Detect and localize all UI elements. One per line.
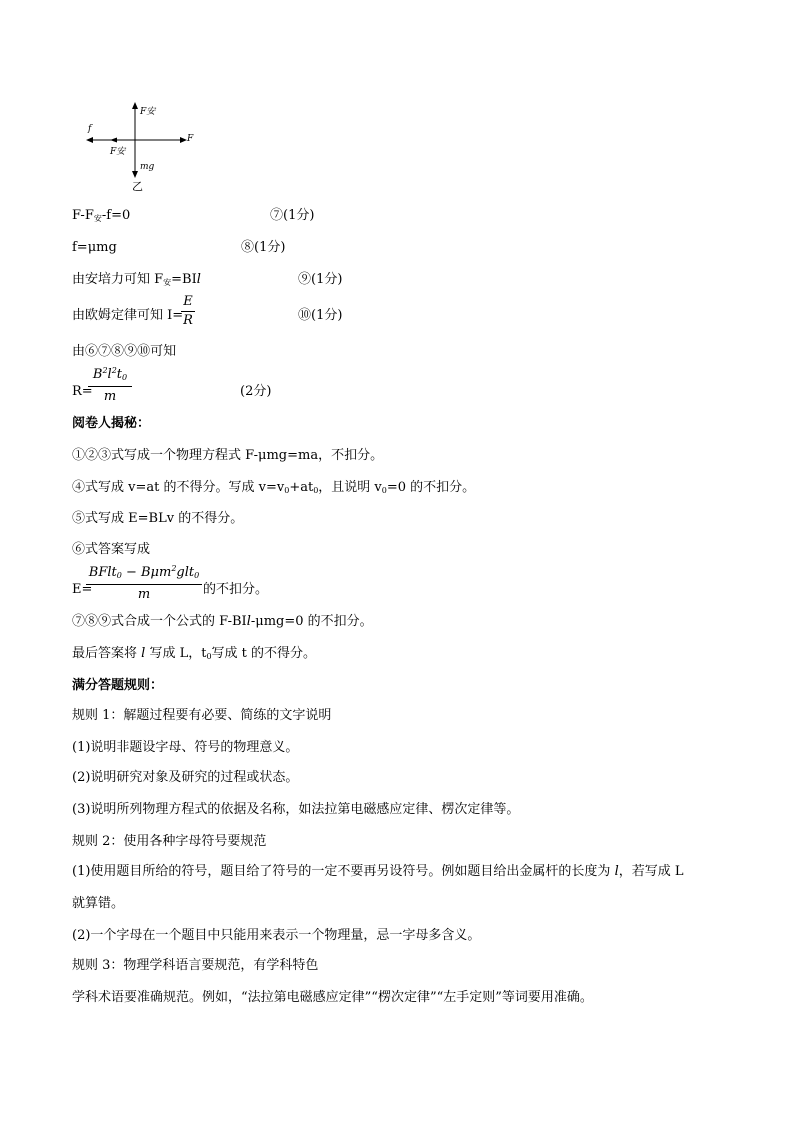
r2-1-text-c: ，若写成 L <box>618 864 684 879</box>
eqr-frac-bar <box>88 386 132 387</box>
rl2-sub1: 0 <box>284 486 290 495</box>
rl4-num: ⑥ <box>72 542 86 557</box>
rule-3-item-1: 学科术语要准确规范。例如，“法拉第电磁感应定律”“楞次定律”“左手定则”等词要用准确。 <box>72 990 593 1005</box>
force-diagram <box>80 100 210 193</box>
eq9-num: ⑨ <box>298 272 312 287</box>
reviewer-line-2 <box>72 480 475 499</box>
rule-2-item-1-cont: 就算错。 <box>72 896 125 911</box>
rl5-num-c-sub: 0 <box>194 571 200 580</box>
equation-8: f=μmg <box>72 240 117 255</box>
arrow-down-icon <box>132 171 138 178</box>
rl5-num-b-sup: 2 <box>171 564 177 573</box>
reviewer-line-5-fraction <box>86 564 202 604</box>
rule-1: 规则 1：解题过程要有必要、简练的文字说明 <box>72 708 332 723</box>
rl1-num-3: ③ <box>98 448 112 463</box>
rl6-text-a: 式合成一个公式的 F-BI <box>111 614 247 629</box>
eq10-num: ⑩ <box>298 308 312 323</box>
rl5-num-a: BFlt <box>88 565 117 580</box>
eqr-num-b-sup: 2 <box>111 366 117 375</box>
equation-10-fraction <box>181 294 195 330</box>
rl2-text-b: +at <box>289 480 314 495</box>
eq10-frac-den: R <box>183 313 193 328</box>
rl5-num-a-sub: 0 <box>116 571 122 580</box>
combine-num-6: ⑥ <box>85 344 99 359</box>
equation-7-score <box>270 208 314 224</box>
reviewer-line-1 <box>72 448 383 464</box>
equation-10: 由欧姆定律可知 I= <box>72 308 184 323</box>
reviewer-line-5-tail: 的不扣分。 <box>203 582 269 597</box>
rl7-text-d: 写成 t 的不得分。 <box>211 646 317 661</box>
label-F: F <box>187 134 194 144</box>
rule-2: 规则 2：使用各种字母符号要规范 <box>72 834 267 849</box>
rl7-text-a: 最后答案将 <box>72 646 142 661</box>
reviewer-line-3 <box>72 511 243 527</box>
label-f-an-top: F安 <box>140 107 156 117</box>
label-f-an-left: F安 <box>110 147 126 157</box>
rl5-num-c: glt <box>176 565 195 580</box>
eqr-frac-num <box>88 366 132 382</box>
equation-r-score: (2分) <box>240 384 272 399</box>
rl2-text-c: ，且说明 v <box>318 480 382 495</box>
rl6-num-8: ⑧ <box>85 614 99 629</box>
reviewer-line-5-lhs: E= <box>72 582 93 597</box>
rules-heading: 满分答题规则： <box>72 678 164 693</box>
equation-10-score <box>298 308 342 324</box>
combine-line <box>72 344 176 360</box>
eqr-num-c-sub: 0 <box>122 373 128 382</box>
reviewer-line-7 <box>72 646 316 665</box>
arrow-left-icon <box>86 137 93 143</box>
rl5-frac-num <box>86 564 202 580</box>
rule-3: 规则 3：物理学科语言要规范，有学科特色 <box>72 958 319 973</box>
rl2-sub2: 0 <box>313 486 319 495</box>
label-f: f <box>88 124 92 134</box>
eqr-num-a: B <box>92 367 103 382</box>
rl5-frac-bar <box>86 584 202 585</box>
rl1-num-2: ② <box>85 448 99 463</box>
eqr-frac-den: m <box>103 389 117 404</box>
eq8-num: ⑧ <box>241 240 255 255</box>
eq7-sub: 安 <box>93 214 102 223</box>
eq10-frac-num: E <box>183 294 193 309</box>
rl7-sub: 0 <box>206 652 212 661</box>
rule-2-item-2: (2)一个字母在一个题目中只能用来表示一个物理量，忌一字母多含义。 <box>72 928 481 943</box>
rule-1-item-3: (3)说明所列物理方程式的依据及名称，如法拉第电磁感应定律、楞次定律等。 <box>72 802 520 817</box>
rl1-num-1: ① <box>72 448 86 463</box>
eq9-score: (1分) <box>311 272 343 287</box>
label-yi: 乙 <box>132 180 143 193</box>
eq9-sub: 安 <box>163 278 172 287</box>
equation-r-fraction <box>88 366 132 406</box>
equation-9 <box>72 272 201 291</box>
eqr-num-a-sup: 2 <box>102 366 108 375</box>
eq9-text-b: =BI <box>171 272 197 287</box>
rule-1-item-2: (2)说明研究对象及研究的过程或状态。 <box>72 770 299 785</box>
eqr-num-c: t <box>116 367 123 382</box>
rl2-text-d: =0 的不扣分。 <box>386 480 476 495</box>
eq10-score: (1分) <box>311 308 343 323</box>
label-mg: mg <box>140 162 155 172</box>
rl5-num-b: − Bμm <box>121 565 172 580</box>
reviewer-line-4 <box>72 542 150 558</box>
eq7-num: ⑦ <box>270 208 284 223</box>
rl6-text-c: -μmg=0 的不扣分。 <box>250 614 373 629</box>
arrow-right-icon <box>180 137 187 143</box>
rl6-num-9: ⑨ <box>98 614 112 629</box>
rl2-sub3: 0 <box>381 486 387 495</box>
rl3-num: ⑤ <box>72 511 86 526</box>
eq8-score: (1分) <box>254 240 286 255</box>
equation-7 <box>72 208 130 227</box>
rl5-frac-den: m <box>137 587 151 602</box>
rl4-text: 式答案写成 <box>85 542 151 557</box>
eq7-score: (1分) <box>283 208 315 223</box>
equation-8-score <box>241 240 285 256</box>
rule-1-item-1: (1)说明非题设字母、符号的物理意义。 <box>72 740 299 755</box>
reviewer-heading: 阅卷人揭秘： <box>72 416 151 431</box>
equation-9-score <box>298 272 342 288</box>
reviewer-line-6 <box>72 614 373 630</box>
combine-suffix: 可知 <box>150 344 177 359</box>
combine-num-10: ⑩ <box>137 344 151 359</box>
rl7-text-c: 写成 L，t <box>145 646 207 661</box>
rl6-num-7: ⑦ <box>72 614 86 629</box>
combine-prefix: 由 <box>72 344 86 359</box>
rl3-text: 式写成 E=BLv 的不得分。 <box>85 511 244 526</box>
rl2-num: ④ <box>72 480 86 495</box>
rl7-text-b: l <box>141 646 146 661</box>
combine-num-7: ⑦ <box>98 344 112 359</box>
arrow-left-small-icon <box>110 138 117 143</box>
arrow-up-icon <box>132 102 138 109</box>
rule-2-item-1 <box>72 864 684 880</box>
r2-1-text-b: l <box>614 864 619 879</box>
combine-num-8: ⑧ <box>111 344 125 359</box>
eqr-num-b: l <box>107 367 112 382</box>
eq9-text-a: 由安培力可知 F <box>72 272 164 287</box>
combine-num-9: ⑨ <box>124 344 138 359</box>
r2-1-text-a: (1)使用题目所给的符号，题目给了符号的一定不要再另设符号。例如题目给出金属杆的长度为 <box>72 864 615 879</box>
eq7-text-b: -f=0 <box>101 208 131 223</box>
equation-r-lhs: R= <box>72 384 93 399</box>
rl2-text-a: 式写成 v=at 的不得分。写成 v=v <box>85 480 285 495</box>
eq10-frac-bar <box>181 311 195 312</box>
rl6-text-b: l <box>246 614 251 629</box>
eq7-text-a: F-F <box>72 208 94 223</box>
rl1-text: 式写成一个物理方程式 F-μmg=ma，不扣分。 <box>111 448 384 463</box>
eq9-text-c: l <box>196 272 201 287</box>
